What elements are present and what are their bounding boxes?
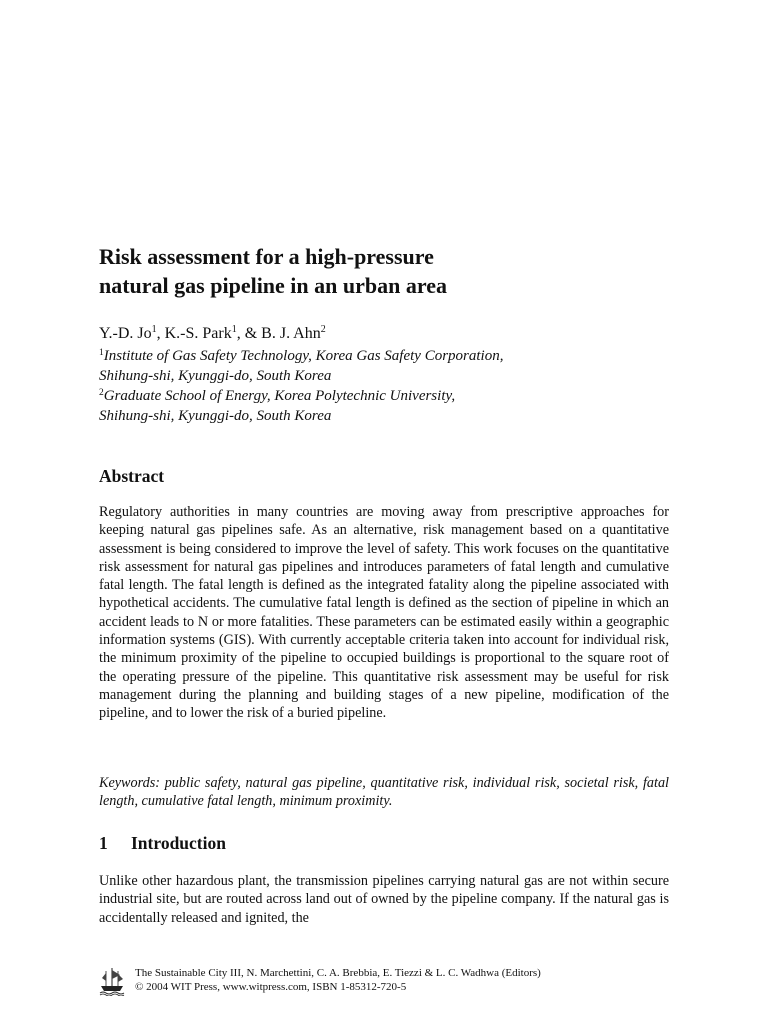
footer-line-2: © 2004 WIT Press, www.witpress.com, ISBN 1-85312-720-5 <box>135 981 407 993</box>
author-affiliation-marker: 2 <box>320 324 326 335</box>
introduction-body: Unlike other hazardous plant, the transmission pipelines carrying natural gas are not within secure industrial site, but are routed across land out of owned by the pipeline company. If the natural gas is accidentally released and ignited, the <box>99 873 669 926</box>
page-footer <box>99 966 659 1000</box>
author-list <box>99 324 699 344</box>
section-number: 1 <box>99 833 108 853</box>
author-name: Y.-D. Jo <box>99 325 152 342</box>
affiliation-marker: 1 <box>99 348 104 358</box>
introduction-heading <box>99 832 226 854</box>
affiliation-text: Institute of Gas Safety Technology, Korea Gas Safety Corporation, <box>103 348 504 364</box>
affiliation-text: Graduate School of Energy, Korea Polytechnic University, <box>103 388 456 404</box>
author-affiliation-marker: 1 <box>231 324 237 335</box>
affiliation-marker: 2 <box>99 388 104 398</box>
wit-press-ship-logo-icon <box>99 966 125 996</box>
abstract-body: Regulatory authorities in many countries are moving away from prescriptive approaches for keeping natural gas pipelines safe. As an alternative, risk management based on a quantitative assessment is being considered to improve the level of safety. This work focuses on the quantitative risk assessment for natural gas pipelines and introduces parameters of fatal length and cumulative fatal length. The fatal length is defined as the integrated fatality along the pipeline associated with hypothetical accidents. The cumulative fatal length is defined as the section of pipeline in which an accident leads to N or more fatalities. These parameters can be estimated easily within a geographic information systems (GIS). With currently acceptable criteria taken into account for individual risk, the minimum proximity of the pipeline to occupied buildings is proportional to the square root of the operating pressure of the pipeline. This quantitative risk assessment may be useful for risk management during the planning and building stages of a new pipeline, modification of the pipeline, and to lower the risk of a buried pipeline. <box>99 504 669 722</box>
footer-citation <box>135 966 541 994</box>
author-affiliation-marker: 1 <box>151 324 157 335</box>
affiliation-line <box>99 386 699 406</box>
affiliation-list <box>99 346 699 426</box>
author-name: , K.-S. Park <box>156 325 232 342</box>
affiliation-line: Shihung-shi, Kyunggi-do, South Korea <box>99 408 332 424</box>
abstract-heading: Abstract <box>99 466 165 486</box>
affiliation-line <box>99 346 699 366</box>
affiliation-line: Shihung-shi, Kyunggi-do, South Korea <box>99 368 332 384</box>
paper-title <box>99 242 679 300</box>
footer-line-1: The Sustainable City III, N. Marchettini, C. A. Brebbia, E. Tiezzi & L. C. Wadhwa (Editors) <box>135 967 541 979</box>
paper-title-line-2: natural gas pipeline in an urban area <box>99 273 447 298</box>
paper-title-line-1: Risk assessment for a high-pressure <box>99 244 434 269</box>
author-name: , & B. J. Ahn <box>236 325 321 342</box>
keywords: Keywords: public safety, natural gas pipeline, quantitative risk, individual risk, societal risk, fatal length, cumulative fatal length, minimum proximity. <box>99 775 669 810</box>
section-title: Introduction <box>131 833 226 853</box>
